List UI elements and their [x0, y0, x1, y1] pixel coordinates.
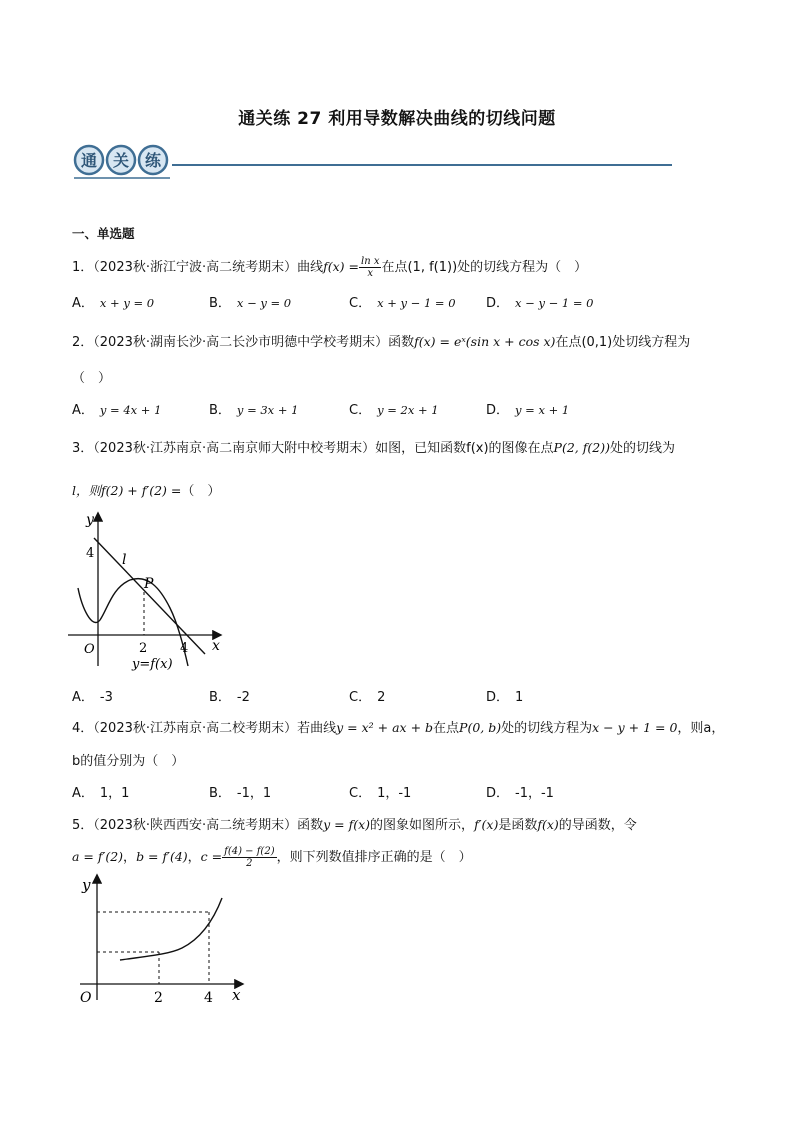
- q5-func2: f(x): [537, 817, 559, 832]
- q1-fraction: [359, 256, 381, 279]
- q5-c-fraction: [222, 846, 276, 869]
- q3-point-label: P: [144, 576, 154, 592]
- q4-option-d[interactable]: D． -1，-1: [486, 786, 554, 801]
- logo-char-3: 练: [144, 151, 162, 170]
- q1-frac-num: ln x: [361, 256, 380, 267]
- q5-c-lhs: c =: [200, 849, 223, 864]
- q5-y-label: y: [82, 876, 91, 894]
- question-3: [72, 437, 675, 456]
- q4-option-b[interactable]: B． -1，1: [209, 786, 272, 801]
- q5-tick-2: 2: [154, 990, 163, 1006]
- q4-mid: 在点: [433, 721, 460, 736]
- logo-char-1: 通: [80, 151, 98, 170]
- q1-prefix: 1．（2023秋·浙江宁波·高二统考期末）曲线: [72, 260, 324, 275]
- q3-tick-4-x: 4: [180, 641, 189, 656]
- q2-option-d[interactable]: D． y = x + 1: [486, 403, 570, 418]
- logo-badge: [72, 142, 172, 182]
- q1-suffix: 在点(1, f(1))处的切线方程为（ ）: [381, 260, 588, 275]
- q4-curve: y = x² + ax + b: [336, 720, 434, 735]
- q5-c-den: 2: [246, 858, 253, 869]
- q5-origin: O: [80, 990, 92, 1006]
- q5-mid: 的图象如图所示，: [370, 818, 475, 833]
- q3-option-c[interactable]: C． 2: [349, 690, 386, 705]
- q5-c-num: f(4) − f(2): [224, 846, 275, 857]
- q4-line2: b的值分别为（ ）: [72, 754, 185, 769]
- q2-prefix: 2．（2023秋·湖南长沙·高二长沙市明德中学校考期末）函数: [72, 335, 415, 350]
- q3-line2-expr: f(2) + f′(2) =: [101, 483, 182, 498]
- q5-comma-2: ，: [187, 850, 201, 865]
- q3-option-a[interactable]: A． -3: [72, 690, 113, 705]
- q5-line2: [72, 846, 472, 869]
- q5-graph: [70, 870, 255, 1010]
- q3-point: P(2, f(2)): [553, 440, 610, 455]
- q4-tangent: x − y + 1 = 0: [592, 720, 678, 735]
- q2-option-c[interactable]: C． y = 2x + 1: [349, 403, 439, 418]
- q3-suffix: 处的切线为: [609, 441, 675, 456]
- q1-option-c[interactable]: C． x + y − 1 = 0: [349, 296, 456, 311]
- header-rule: [172, 164, 672, 166]
- page-title: 通关练 27 利用导数解决曲线的切线问题: [238, 109, 556, 129]
- q3-y-label: y: [86, 512, 94, 528]
- q1-frac-den: x: [367, 268, 374, 279]
- q5-b-def: b = f′(4): [136, 849, 188, 864]
- q3-prefix: 3．（2023秋·江苏南京·高二南京师大附中校考期末）如图，已知函数f(x)的图像在点: [72, 441, 554, 456]
- logo-char-2: 关: [112, 151, 130, 170]
- q4-suffix: ，则a，: [677, 721, 725, 736]
- q1-option-d[interactable]: D． x − y − 1 = 0: [486, 296, 594, 311]
- q3-line2: [72, 480, 220, 499]
- question-4: [72, 717, 724, 736]
- q5-prefix: 5．（2023秋·陕西西安·高二统考期末）函数: [72, 818, 324, 833]
- q5-deriv: f′(x): [474, 817, 499, 832]
- q3-line2-a: l，则: [72, 483, 101, 498]
- q3-tick-4-y: 4: [86, 546, 95, 561]
- q5-mid2: 是函数: [498, 818, 538, 833]
- q2-option-a[interactable]: A． y = 4x + 1: [72, 403, 162, 418]
- q3-option-b[interactable]: B． -2: [209, 690, 250, 705]
- q5-suffix: 的导函数，令: [558, 818, 637, 833]
- question-1: [72, 256, 587, 279]
- q3-line2-b: （ ）: [181, 484, 221, 499]
- q5-curve-f: [120, 898, 222, 960]
- q4-prefix: 4．（2023秋·江苏南京·高二校考期末）若曲线: [72, 721, 337, 736]
- q3-tick-2: 2: [139, 641, 148, 656]
- q3-curve-label: y=f(x): [132, 657, 173, 672]
- q5-tick-4: 4: [204, 990, 213, 1006]
- q3-origin: O: [84, 642, 95, 657]
- q4-point: P(0, b): [459, 720, 502, 735]
- q3-option-d[interactable]: D． 1: [486, 690, 524, 705]
- q5-a-def: a = f′(2): [72, 849, 124, 864]
- q3-graph: [60, 508, 230, 673]
- q3-x-label: x: [212, 638, 220, 654]
- q1-func: f(x) =: [323, 259, 360, 274]
- question-2: [72, 331, 690, 350]
- q5-line2-suffix: ，则下列数值排序正确的是（ ）: [276, 850, 472, 865]
- question-5: [72, 814, 637, 833]
- q2-expr: f(x) = eˣ(sin x + cos x): [414, 334, 556, 349]
- q1-option-a[interactable]: A． x + y = 0: [72, 296, 155, 311]
- q4-option-a[interactable]: A． 1，1: [72, 786, 130, 801]
- q2-suffix: 在点(0,1)处切线方程为: [555, 335, 691, 350]
- q4-mid2: 处的切线方程为: [501, 721, 593, 736]
- q5-x-label: x: [232, 986, 241, 1004]
- q3-tangent-line-l: [94, 538, 205, 654]
- q4-option-c[interactable]: C． 1，-1: [349, 786, 412, 801]
- q2-answer-blank: （ ）: [72, 371, 112, 386]
- q1-option-b[interactable]: B． x − y = 0: [209, 296, 292, 311]
- section-heading: 一、单选题: [72, 226, 135, 241]
- q5-comma-1: ，: [123, 850, 137, 865]
- q5-func: y = f(x): [323, 817, 371, 832]
- q2-option-b[interactable]: B． y = 3x + 1: [209, 403, 299, 418]
- q3-line-label: l: [122, 552, 127, 568]
